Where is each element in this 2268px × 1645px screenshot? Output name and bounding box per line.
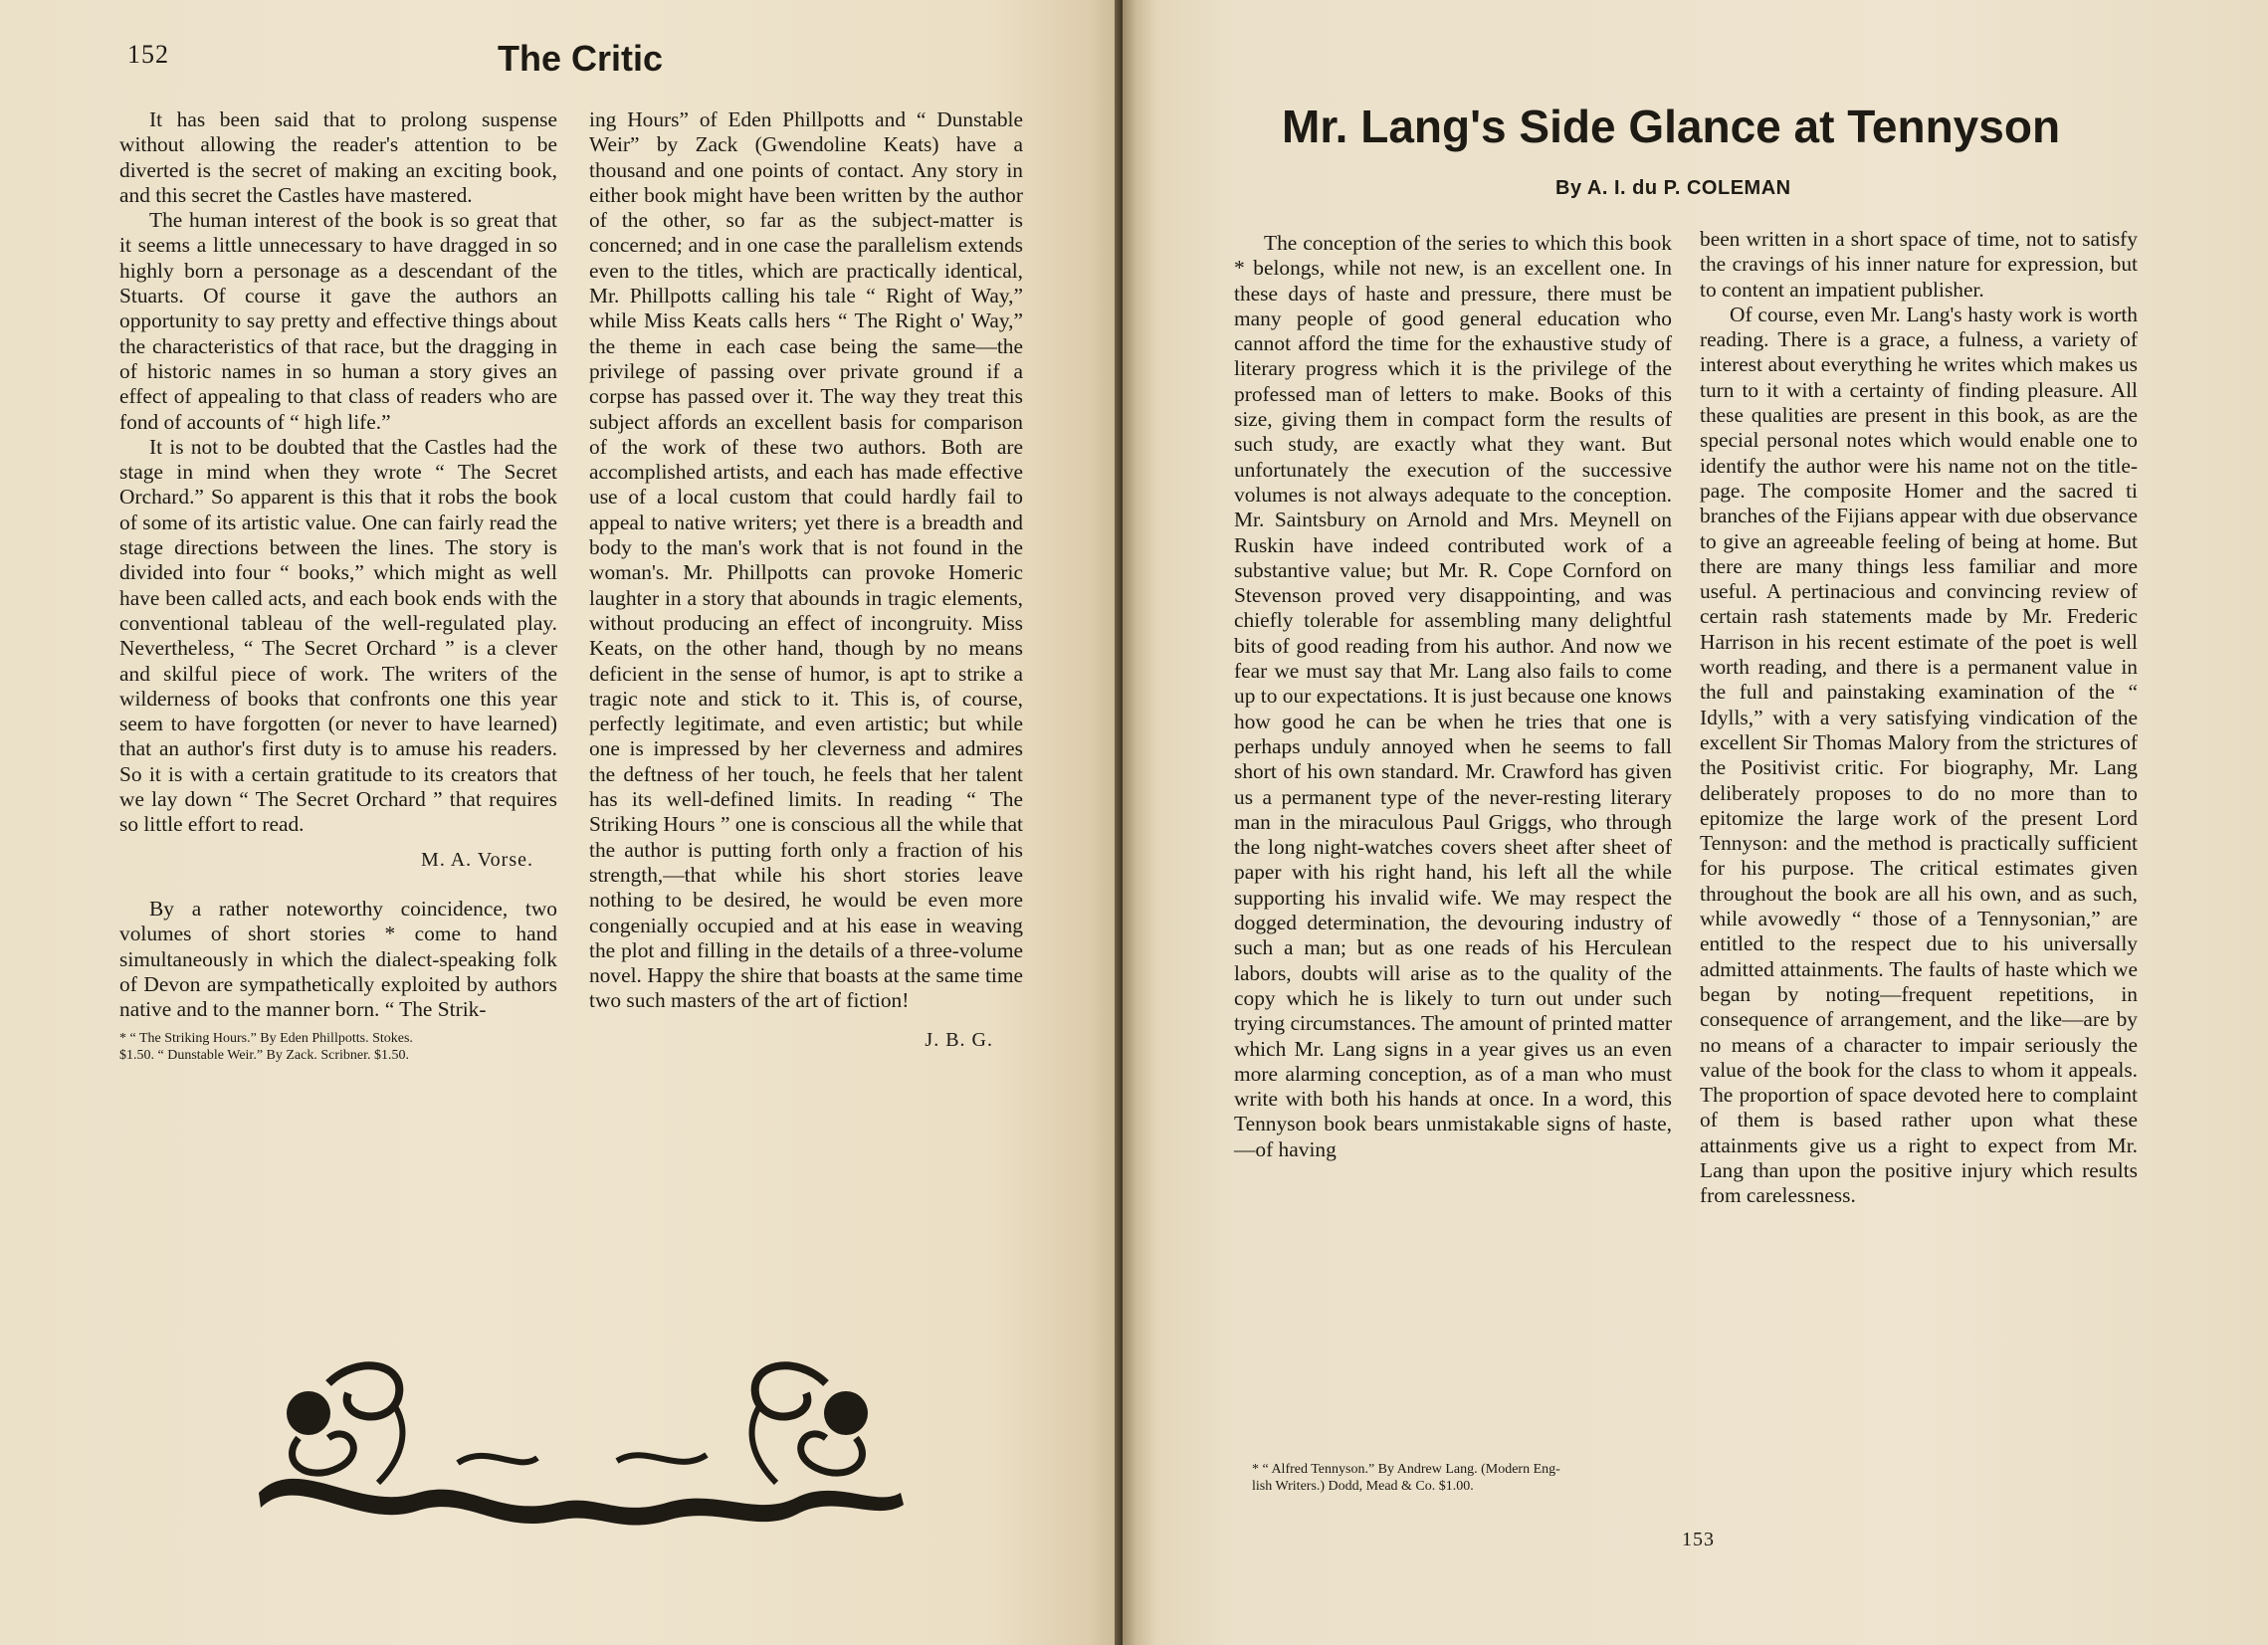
paragraph: Of course, even Mr. Lang's hasty work is worth reading. There is a grace, a fulness, a variety of interest about everything he writes which makes us turn to it with a certainty of finding pleasure. All these qualities are present in this book, as are the special personal notes which would enable one to identify the author were his name not on the title-page. The composite Homer and the sacred ti branches of the Fijians appear with due observance to give an agreeable feeling of being at home. But there are many things less familiar and more useful. A pertinacious and convincing review of certain rash statements made by Mr. Frederic Harrison in his recent estimate of the poet is well worth reading, and there is a permanent value in the full and painstaking examination of the “ Idylls,” with a very satisfying vindication of the excellent Sir Thomas Malory from the strictures of the Positivist critic. For biography, Mr. Lang deliberately proposes to do no more than to epitomize the large work of the present Lord Tennyson: and the method is practically sufficient for his purpose. The critical estimates given throughout the book are all his own, and as such, while avowedly “ those of a Tennysonian,” are entitled to the respect due to his universally admitted attainments. The faults of haste which we began by noting—frequent repetitions, in consequence of arrangement, and the like—are by no means of a character to impair seriously the value of the book for the class to whom it appeals. The proportion of space devoted here to complaint of them is based rather upon what these attainments give us a right to expect from Mr. Lang than upon the positive injury which results from carelessness. bbox=[1700, 302, 2138, 1208]
signature-vorse: M. A. Vorse. bbox=[421, 848, 533, 871]
right-column-1 bbox=[1234, 231, 1672, 1162]
paragraph: The conception of the series to which this book * belongs, while not new, is an excellent one. In these days of haste and pressure, there must be many people of good general education who cannot afford the time for the exhaustive study of literary progress which it is the privilege of the professed man of letters to make. Books of this size, giving them in compact form the results of such study, are exactly what they want. But unfortunately the execution of the successive volumes is not always adequate to the conception. Mr. Saintsbury on Arnold and Mrs. Meynell on Ruskin have indeed contributed work of a substantive value; but Mr. R. Cope Cornford on Stevenson proved very disappointing, and was chiefly tolerable for assembling many delightful bits of good reading from his author. And now we fear we must say that Mr. Lang also fails to come up to our expectations. It is just because one knows how good he can be when he tries that one is perhaps unduly annoyed when he seems to fall short of his own standard. Mr. Crawford has given us a permanent type of the never-resting literary man in the miraculous Paul Griggs, who through the long night-watches covers sheet after sheet of paper with his right hand, his left all the while supporting his invalid wife. We may respect the dogged determination, the devouring industry of such a man; but as one reads of his Herculean labors, doubts will arise as to the quality of the copy which he is likely to turn out under such trying circumstances. The amount of printed matter which Mr. Lang signs in a year gives us an even more alarming conception, as of a man who must write with both his hands at once. In a word, this Tennyson book bears unmistakable signs of haste,—of having bbox=[1234, 231, 1672, 1161]
paragraph: been written in a short space of time, not to satisfy the cravings of his inner nature for expression, but to content an impatient publisher. bbox=[1700, 227, 2138, 302]
left-page bbox=[0, 0, 1123, 1645]
paragraph: It is not to be doubted that the Castles had the stage in mind when they wrote “ The Secret Orchard.” So apparent is this that it robs the book of some of its artistic value. One can fairly read the stage directions between the lines. The story is divided into four “ books,” which might as well have been called acts, and each book ends with the conventional tableau of the well-regulated play. Nevertheless, “ The Secret Orchard ” is a clever and skilful piece of work. The writers of the wilderness of books that confronts one this year seem to have forgotten (or never to have learned) that an author's first duty is to amuse his readers. So it is with a certain gratitude to its creators that we lay down “ The Secret Orchard ” that requires so little effort to read. bbox=[119, 434, 557, 837]
right-page bbox=[1123, 0, 2268, 1645]
footnote-left bbox=[119, 1030, 557, 1064]
footnote-line: $1.50. “ Dunstable Weir.” By Zack. Scribner. $1.50. bbox=[119, 1048, 409, 1064]
article-title: Mr. Lang's Side Glance at Tennyson bbox=[1282, 101, 2061, 152]
paragraph: It has been said that to prolong suspense without allowing the reader's attention to be diverted is the secret of making an exciting book, and this secret the Castles have mastered. bbox=[119, 107, 557, 207]
page-number-right: 153 bbox=[1682, 1529, 1715, 1550]
byline: By A. I. du P. COLEMAN bbox=[1555, 177, 1791, 199]
paragraph: The human interest of the book is so great that it seems a little unnecessary to have dragged in so highly born a personage as a descendant of the Stuarts. Of course it gave the authors an opportunity to say pretty and effective things about the characteristics of that race, but the dragging in of historic names in so human a story gives an effect of appealing to that class of readers who are fond of accounts of “ high life.” bbox=[119, 208, 557, 434]
left-column-2 bbox=[589, 107, 1023, 1053]
right-column-2 bbox=[1700, 227, 2138, 1209]
footnote-line: * “ The Striking Hours.” By Eden Phillpotts. Stokes. bbox=[119, 1031, 413, 1047]
footnote-line: * “ Alfred Tennyson.” By Andrew Lang. (Modern Eng- bbox=[1252, 1462, 1560, 1477]
footnote-right bbox=[1252, 1461, 1680, 1495]
signature-jbg: J. B. G. bbox=[925, 1028, 993, 1051]
art-nouveau-ornament bbox=[239, 1343, 916, 1542]
left-column-1 bbox=[119, 107, 557, 1064]
running-head: The Critic bbox=[498, 38, 664, 79]
paragraph: ing Hours” of Eden Phillpotts and “ Dunstable Weir” by Zack (Gwendoline Keats) have a thousand and one points of contact. Any story in either book might have been written by the author of the other, so far as the subject-matter is concerned; and in one case the parallelism extends even to the titles, which are practically identical, Mr. Phillpotts calling his tale “ Right of Way,” while Miss Keats calls hers “ The Right o' Way,” the theme in each case being the same—the privilege of passing over private ground if a corpse has passed over it. The way they treat this subject affords an excellent basis for comparison of the work of these two authors. Both are accomplished artists, and each has made effective use of a local custom that could hardly fail to appeal to native writers; yet there is a breadth and body to the man's work that is not found in the woman's. Mr. Phillpotts can provoke Homeric laughter in a story that abounds in tragic elements, without producing an effect of incongruity. Miss Keats, on the other hand, though by no means deficient in the sense of humor, is apt to strike a tragic note and stick to it. This is, of course, perfectly legitimate, and even artistic; but while one is impressed by her cleverness and admires the deftness of her touch, he feels that her talent has its well-defined limits. In reading “ The Striking Hours ” one is conscious all the while that the author is putting forth only a fraction of his strength,—that while his short stories leave nothing to be desired, he would be even more congenially occupied and at his ease in weaving the plot and filling in the details of a three-volume novel. Happy the shire that boasts at the same time two such masters of the art of fiction! bbox=[589, 107, 1023, 1013]
paragraph: By a rather noteworthy coincidence, two volumes of short stories * come to hand simultaneously in which the dialect-speaking folk of Devon are sympathetically exploited by authors native and to the manner born. “ The Strik- bbox=[119, 896, 557, 1022]
footnote-line: lish Writers.) Dodd, Mead & Co. $1.00. bbox=[1252, 1479, 1474, 1494]
page-number-left: 152 bbox=[127, 40, 169, 69]
